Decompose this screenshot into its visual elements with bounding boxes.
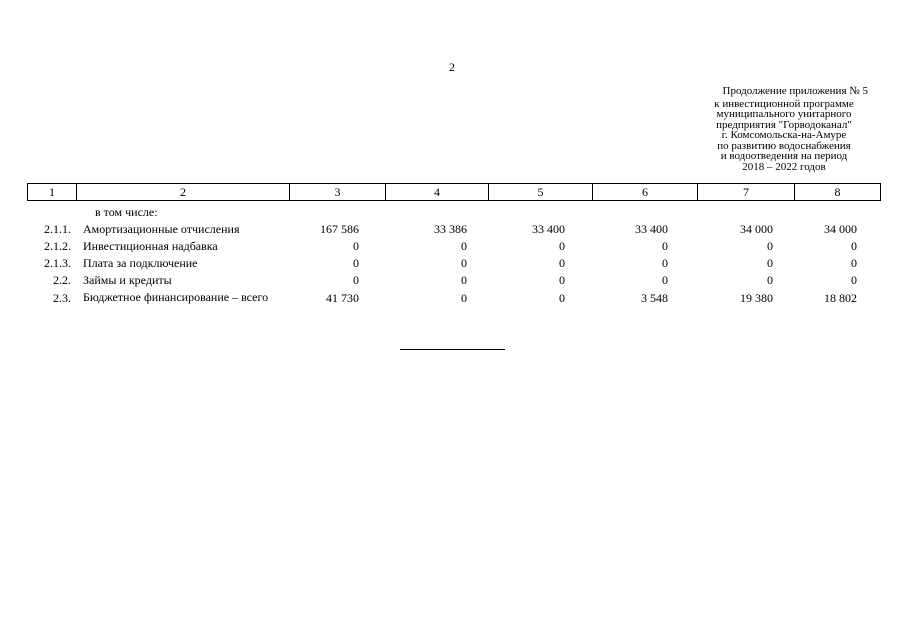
cell-col5: 0 bbox=[559, 291, 565, 305]
row-name: Бюджетное финансирование – всего bbox=[83, 290, 269, 304]
cell-col8: 0 bbox=[851, 273, 857, 287]
cell-col3: 0 bbox=[353, 273, 359, 287]
header-cell: 2 bbox=[77, 184, 290, 201]
cell-col7: 0 bbox=[767, 256, 773, 270]
header-cell: 4 bbox=[386, 184, 489, 201]
cell-col8: 18 802 bbox=[824, 291, 857, 305]
row-name: Займы и кредиты bbox=[83, 273, 172, 287]
cell-col7: 0 bbox=[767, 273, 773, 287]
cell-col7: 34 000 bbox=[740, 222, 773, 236]
appendix-line: к инвестиционной программе bbox=[714, 97, 854, 110]
table-row bbox=[27, 223, 877, 239]
cell-col4: 0 bbox=[461, 239, 467, 253]
page-number: 2 bbox=[449, 60, 455, 74]
appendix-note bbox=[660, 86, 888, 172]
header-cell: 3 bbox=[290, 184, 386, 201]
cell-col3: 167 586 bbox=[320, 222, 359, 236]
appendix-line: по развитию водоснабжения bbox=[717, 139, 851, 152]
header-cell: 7 bbox=[698, 184, 795, 201]
row-number: 2.1.1. bbox=[44, 222, 71, 236]
sub-label: в том числе: bbox=[95, 205, 158, 219]
cell-col4: 0 bbox=[461, 291, 467, 305]
cell-col6: 33 400 bbox=[635, 222, 668, 236]
cell-col8: 0 bbox=[851, 256, 857, 270]
cell-col8: 0 bbox=[851, 239, 857, 253]
cell-col4: 0 bbox=[461, 273, 467, 287]
cell-col5: 0 bbox=[559, 256, 565, 270]
cell-col6: 0 bbox=[662, 239, 668, 253]
appendix-line: предприятия "Горводоканал" bbox=[716, 118, 852, 131]
cell-col7: 0 bbox=[767, 239, 773, 253]
row-number: 2.3. bbox=[53, 291, 71, 305]
row-name: Инвестиционная надбавка bbox=[83, 239, 218, 253]
row-number: 2.1.3. bbox=[44, 256, 71, 270]
row-name: Амортизационные отчисления bbox=[83, 222, 240, 236]
header-cell: 5 bbox=[489, 184, 593, 201]
cell-col6: 0 bbox=[662, 256, 668, 270]
row-number: 2.1.2. bbox=[44, 239, 71, 253]
appendix-line: г. Комсомольска-на-Амуре bbox=[721, 129, 847, 141]
cell-col3: 0 bbox=[353, 239, 359, 253]
cell-col6: 3 548 bbox=[641, 291, 668, 305]
header-cell: 1 bbox=[28, 184, 77, 201]
table-row bbox=[27, 274, 877, 290]
cell-col4: 0 bbox=[461, 256, 467, 270]
cell-col4: 33 386 bbox=[434, 222, 467, 236]
header-cell: 6 bbox=[593, 184, 698, 201]
cell-col3: 0 bbox=[353, 256, 359, 270]
appendix-line: муниципального унитарного bbox=[716, 108, 852, 120]
end-divider bbox=[400, 349, 505, 350]
appendix-line: 2018 – 2022 годов bbox=[742, 160, 826, 173]
table-row bbox=[27, 240, 877, 256]
cell-col5: 0 bbox=[559, 239, 565, 253]
appendix-title: Продолжение приложения № 5 bbox=[722, 85, 868, 97]
column-number-header bbox=[27, 183, 881, 201]
cell-col6: 0 bbox=[662, 273, 668, 287]
appendix-line: и водоотведения на период bbox=[720, 150, 848, 162]
cell-col5: 33 400 bbox=[532, 222, 565, 236]
cell-col8: 34 000 bbox=[824, 222, 857, 236]
header-cell: 8 bbox=[795, 184, 881, 201]
cell-col5: 0 bbox=[559, 273, 565, 287]
table-row bbox=[27, 292, 877, 318]
row-number: 2.2. bbox=[53, 273, 71, 287]
row-name: Плата за подключение bbox=[83, 256, 198, 270]
cell-col7: 19 380 bbox=[740, 291, 773, 305]
table-row bbox=[27, 257, 877, 273]
cell-col3: 41 730 bbox=[326, 291, 359, 305]
